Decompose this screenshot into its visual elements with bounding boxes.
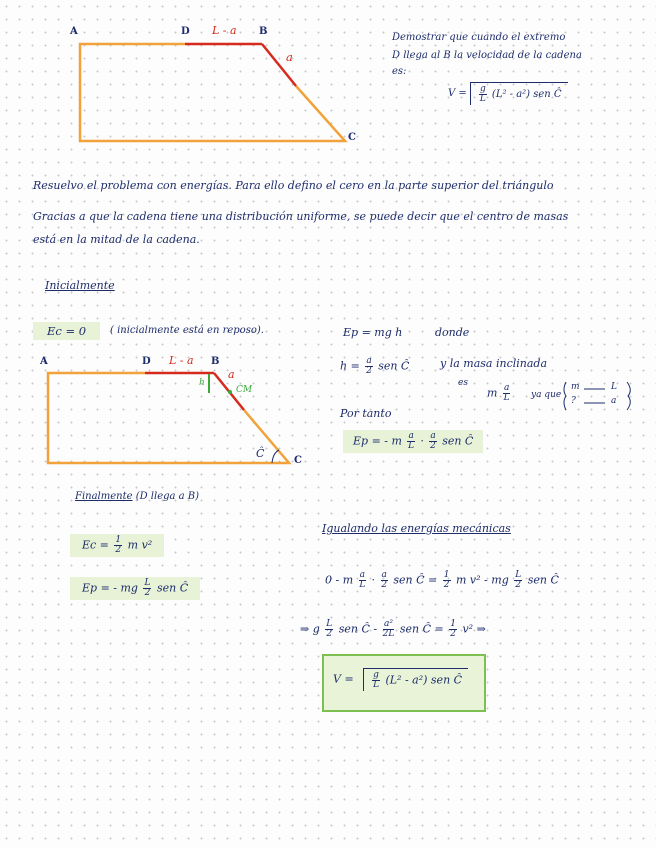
label-cm-mid: CM — [236, 385, 253, 395]
ec-initial-box: Ec = 0 — [33, 322, 100, 340]
finalmente-note: (D llega a B) — [135, 491, 200, 502]
label-B-top: B — [259, 26, 268, 37]
masa-inclinada-note: y la masa inclinada — [440, 357, 548, 370]
statement-line-2: D llega al B la velocidad de la cadena — [392, 50, 582, 61]
heading-igualando: Igualando las energías mecánicas — [322, 522, 511, 535]
mid-trapezoid-figure — [48, 373, 289, 463]
inclined-mass-formula: m $\frac{a}{L}$ — [487, 383, 510, 403]
ec-final-box: Ec = $\frac{1}{2}$ m v² — [70, 534, 164, 557]
statement-formula — [448, 82, 568, 105]
por-tanto: Por tanto — [340, 407, 392, 420]
label-D-mid: D — [142, 356, 151, 367]
ep-definition: Ep = mg h — [343, 326, 403, 339]
donde-word: donde — [435, 326, 470, 339]
statement-line-3: es: — [392, 66, 407, 77]
aside-m: m — [571, 382, 580, 392]
aside-brace-left — [564, 382, 566, 410]
label-L-minus-a-top: L - a — [212, 24, 237, 37]
top-trapezoid-orange-part — [80, 44, 345, 141]
label-A-mid: A — [40, 356, 48, 367]
label-a-top: a — [286, 50, 293, 64]
label-B-mid: B — [211, 356, 220, 367]
center-of-mass-dot — [228, 390, 232, 394]
intro-line-3: está en la mitad de la cadena. — [33, 233, 200, 246]
ep-final-box: Ep = - mg $\frac{L}{2}$ sen Ĉ — [70, 577, 200, 600]
aside-L: L — [611, 382, 617, 392]
statement-line-1: Demostrar que cuando el extremo — [392, 32, 566, 43]
top-trapezoid-figure — [80, 44, 345, 141]
label-D-top: D — [181, 26, 190, 37]
aside-ya-que: ya que — [531, 390, 562, 400]
label-A-top: A — [70, 26, 78, 37]
heading-inicialmente: Inicialmente — [45, 279, 115, 292]
result-formula: V = $\frac{g}{L}$ (L² - a²) sen Ĉ — [333, 668, 468, 691]
statement-g-over-L: $\frac{g}{L}$ — [479, 84, 486, 104]
label-C-mid: C — [294, 455, 302, 466]
intro-line-1: Resuelvo el problema con energías. Para ello defino el cero en la parte superior del triángulo — [33, 179, 554, 192]
label-L-minus-a-mid: L - a — [169, 354, 194, 367]
es-word: es — [458, 378, 468, 388]
finalmente-heading-line — [75, 491, 199, 502]
label-C-top: C — [348, 132, 356, 143]
label-a-mid: a — [228, 368, 235, 381]
energy-equation-2: ⇒ g $\frac{L}{2}$ sen Ĉ - $\frac{\text{a²}}{2L}$ sen Ĉ = $\frac{1}{2}$ v² ⇒ — [300, 619, 486, 639]
statement-sqrt — [470, 82, 568, 105]
intro-line-2: Gracias a que la cadena tiene una distribución uniforme, se puede decir que el centro de masas — [33, 210, 569, 223]
angle-c-arc — [272, 450, 279, 463]
heading-finalmente: Finalmente — [75, 491, 133, 502]
aside-question: ? — [571, 396, 576, 406]
statement-expr: (L² - a²) sen Ĉ — [491, 89, 562, 100]
aside-a: a — [611, 396, 617, 406]
statement-v-label: V = — [448, 88, 467, 99]
ec-initial-note: ( inicialmente está en reposo). — [110, 325, 264, 336]
energy-equation-1: 0 - m $\frac{a}{L}$ · $\frac{a}{2}$ sen Ĉ = $\frac{1}{2}$ m v² - mg $\frac{L}{2}$ sen Ĉ — [325, 570, 559, 590]
h-formula: h = $\frac{a}{2}$ sen Ĉ — [340, 356, 410, 376]
label-h-mid: h — [199, 378, 205, 388]
mid-trapezoid-orange-part — [48, 373, 289, 463]
ep-initial-box: Ep = - m $\frac{a}{L}$ · $\frac{a}{2}$ sen Ĉ — [343, 430, 483, 453]
aside-brace-right — [627, 382, 630, 410]
label-angle-c: Ĉ — [256, 447, 265, 460]
